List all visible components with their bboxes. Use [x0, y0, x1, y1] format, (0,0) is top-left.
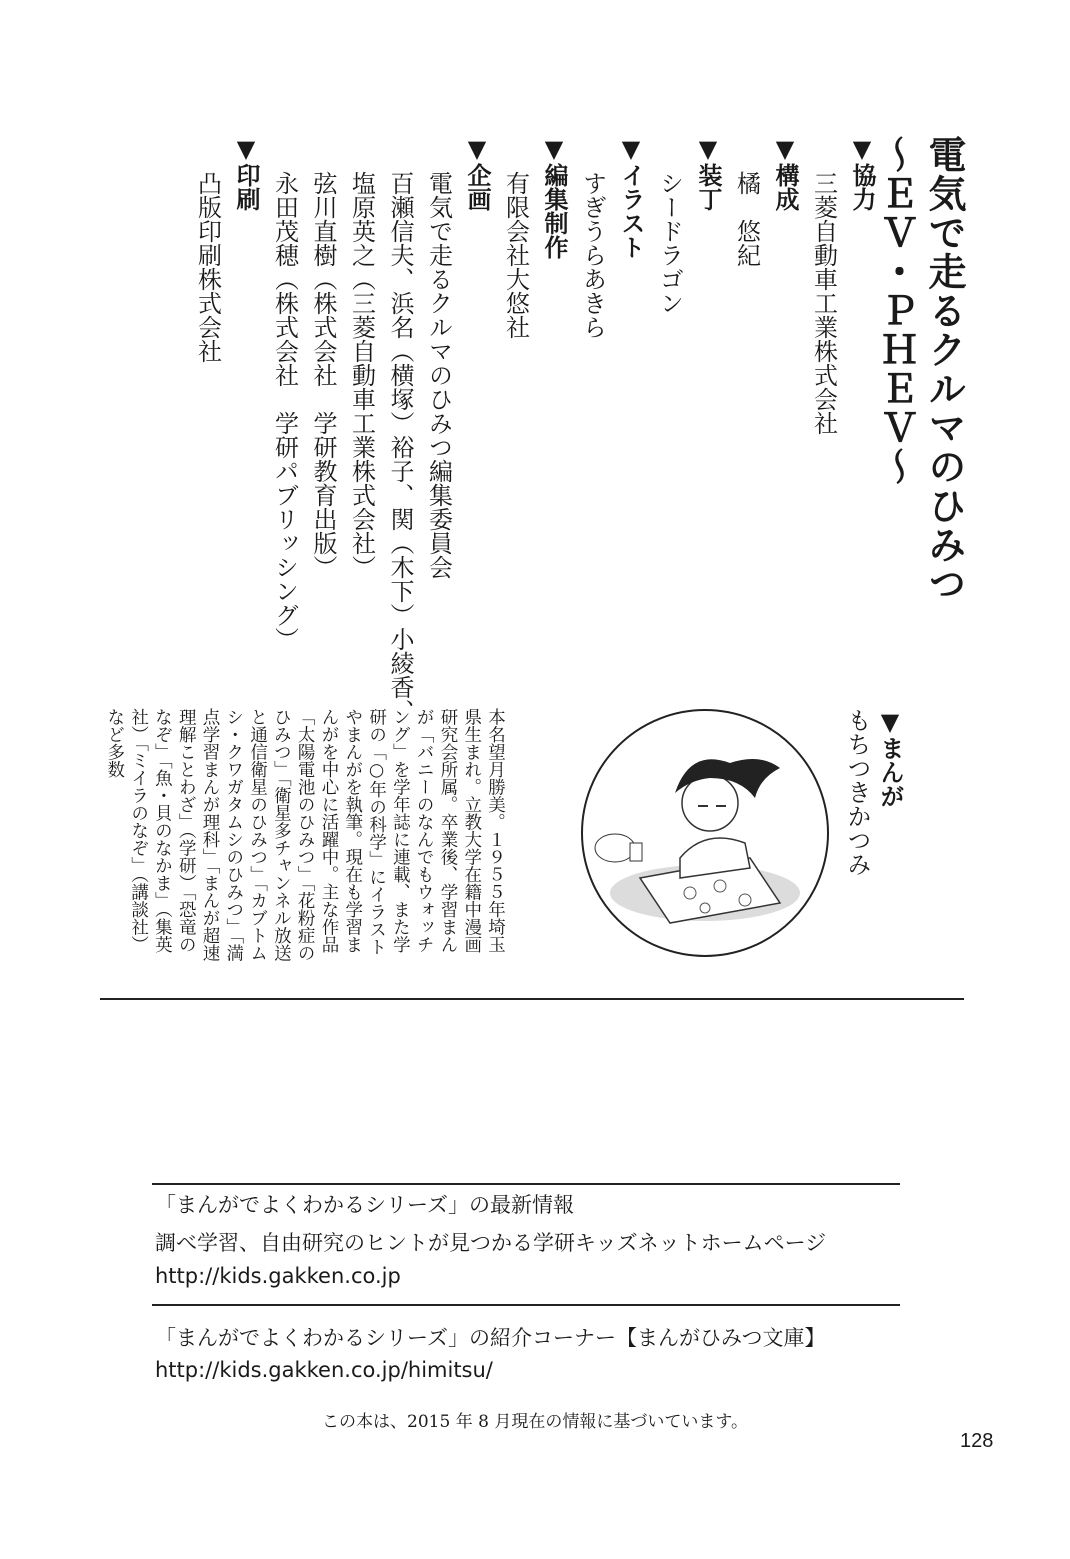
credit-heading: ▼印刷: [232, 135, 260, 211]
manga-heading: ▼まんが: [876, 708, 904, 808]
credit-heading: ▼企画: [463, 135, 491, 211]
info-himitsu-url[interactable]: http://kids.gakken.co.jp/himitsu/: [155, 1358, 493, 1382]
page-number: 128: [960, 1430, 994, 1452]
info-divider-middle: [152, 1304, 900, 1306]
book-title: [872, 135, 968, 603]
credit-line: 弦川直樹（株式会社 学研教育出版）: [309, 171, 337, 579]
credit-heading: ▼協力: [848, 135, 876, 211]
credit-heading: ▼編集制作: [540, 135, 568, 259]
artist-portrait-illustration: [580, 708, 830, 958]
info-kidsnet-description: 調べ学習、自由研究のヒントが見つかる学研キッズネットホームページ: [155, 1231, 827, 1255]
credit-line: 三菱自動車工業株式会社: [809, 171, 838, 435]
credit-line: 橘 悠紀: [732, 171, 761, 267]
footnote: この本は、2015 年 8 月現在の情報に基づいています。: [322, 1412, 748, 1432]
info-himitsu-corner: 「まんがでよくわかるシリーズ」の紹介コーナー【まんがひみつ文庫】: [155, 1326, 826, 1350]
credit-line: 永田茂穂（株式会社 学研パブリッシング）: [270, 171, 299, 651]
credit-line: 百瀬信夫、浜名（横塚）裕子、関（木下）小綾香、: [386, 171, 414, 723]
section-divider: [100, 998, 964, 1000]
info-kidsnet-url[interactable]: http://kids.gakken.co.jp: [155, 1264, 401, 1288]
credit-line: 有限会社大悠社: [501, 171, 530, 339]
credit-line: 凸版印刷株式会社: [193, 171, 222, 363]
manga-artist: [840, 708, 906, 876]
credit-line: すぎうらあきら: [578, 171, 607, 339]
credit-heading: ▼イラスト: [617, 135, 645, 259]
book-title-main: 電気で走るクルマのひみつ: [922, 135, 966, 603]
artist-biography: 本名望月勝美。１９５５年埼玉県生まれ。立教大学在籍中漫画研究会所属。卒業後、学習まんが「バニーのなんでもウォッチング」を学年誌に連載、また学研の「○年の科学」にイラストやまんがを執筆。現在も学習まんがを中心に活躍中。主な作品「太陽電池のひみつ」「花粉症のひみつ」「衛星多チャンネル放送と通信衛星のひみつ」「カブトムシ・クワガタムシのひみつ」「満点学習まんが理科」「まんが超速理解ことわざ」（学研）「恐竜のなぞ」「魚・貝のなかま」（集英社）「ミイラのなぞ」（講談社）など多数: [104, 708, 506, 962]
credit-line: 電気で走るクルマのひみつ編集委員会: [424, 171, 453, 579]
info-divider-top: [152, 1183, 900, 1185]
credit-heading: ▼構成: [771, 135, 799, 211]
info-series-latest: 「まんがでよくわかるシリーズ」の最新情報: [155, 1193, 574, 1217]
manga-artist-name: もちつきかつみ: [843, 708, 871, 876]
credit-line: シードラゴン: [655, 171, 684, 315]
credit-line: 塩原英之（三菱自動車工業株式会社）: [347, 171, 376, 579]
credit-heading: ▼装丁: [694, 135, 722, 211]
credits: [188, 135, 881, 723]
book-title-subtitle: 〜ＥＶ・ＰＨＥＶ〜: [874, 135, 918, 486]
